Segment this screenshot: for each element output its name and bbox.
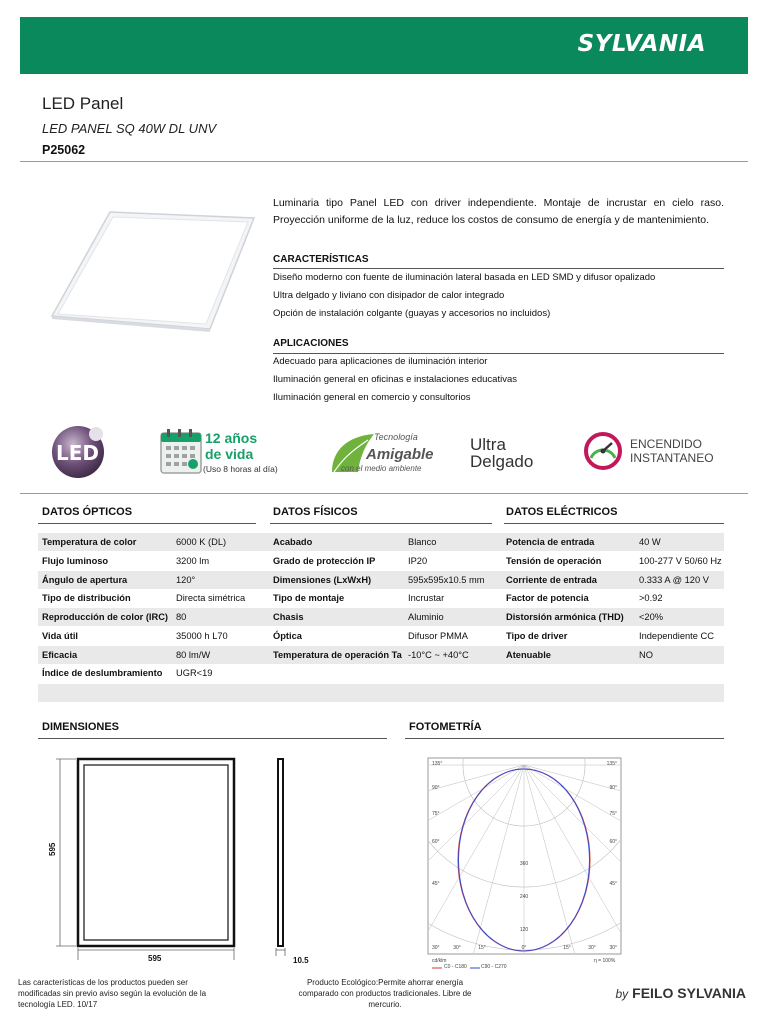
caracteristicas-divider xyxy=(273,268,724,269)
spec-label: Eficacia xyxy=(42,650,78,660)
list-item: Opción de instalación colgante (guayas y accesorios no incluidos) xyxy=(273,308,551,319)
amigable-line1: Tecnología xyxy=(374,432,418,442)
spec-value: 595x595x10.5 mm xyxy=(408,575,485,585)
spec-value: Blanco xyxy=(408,537,437,547)
angle-label-left: 30° xyxy=(432,945,440,951)
spec-label: Vida útil xyxy=(42,631,78,641)
list-item: Iluminación general en comercio y consultorios xyxy=(273,392,471,403)
opticos-divider xyxy=(38,523,256,524)
amigable-line3: con el medio ambiente xyxy=(341,464,422,473)
spec-label: Temperatura de color xyxy=(42,537,137,547)
spec-value: 6000 K (DL) xyxy=(176,537,227,547)
list-item: Iluminación general en oficinas e instalaciones educativas xyxy=(273,374,517,385)
years-line2: de vida xyxy=(205,446,254,462)
spec-value: 100-277 V 50/60 Hz xyxy=(639,556,722,566)
photometry-legend-lines xyxy=(432,965,512,971)
spec-value: Independiente CC xyxy=(639,631,714,641)
fisicos-divider xyxy=(270,523,492,524)
spec-label: Ángulo de apertura xyxy=(42,575,128,585)
spec-value: <20% xyxy=(639,612,664,622)
fotometria-divider xyxy=(405,738,724,739)
angle-label-right: 90° xyxy=(609,785,617,791)
power-gauge-icon xyxy=(583,430,623,472)
spec-label: Óptica xyxy=(273,631,302,641)
svg-text:LED: LED xyxy=(56,441,100,465)
list-item: Diseño moderno con fuente de iluminación lateral basada en LED SMD y difusor opalizado xyxy=(273,272,656,283)
spec-label: Grado de protección IP xyxy=(273,556,376,566)
legend-c90: C90 - C270 xyxy=(481,964,507,970)
dimension-drawing xyxy=(40,750,310,968)
years-note: (Uso 8 horas al día) xyxy=(203,464,278,474)
legend-c0: C0 - C180 xyxy=(444,964,467,970)
angle-label-right: 75° xyxy=(609,811,617,817)
spec-label: Dimensiones (LxWxH) xyxy=(273,575,372,585)
spec-value: 0.333 A @ 120 V xyxy=(639,575,709,585)
product-code: P25062 xyxy=(42,143,86,157)
footer-disclaimer: Las características de los productos pueden ser modificadas sin previo aviso según la evolución de la tecnología LED. 10/17 xyxy=(18,978,207,1009)
spec-label: Chasis xyxy=(273,612,304,622)
product-title: LED Panel xyxy=(42,94,124,113)
spec-value: 80 xyxy=(176,612,187,622)
spec-value: 35000 h L70 xyxy=(176,631,228,641)
list-item: Ultra delgado y liviano con disipador de calor integrado xyxy=(273,290,505,301)
angle-label-left: 135° xyxy=(432,761,443,767)
spec-label: Tipo de montaje xyxy=(273,593,345,603)
product-description: Luminaria tipo Panel LED con driver independiente. Montaje de incrustar en cielo raso. Proyección uniforme de la luz, reduce los costos de consumo de energía y de mantenimiento. xyxy=(273,197,724,226)
bottom-angle-label: 30° xyxy=(588,945,596,951)
spec-value: UGR<19 xyxy=(176,668,213,678)
fisicos-title: DATOS FÍSICOS xyxy=(273,506,358,518)
opticos-title: DATOS ÓPTICOS xyxy=(42,506,133,518)
spec-value: 80 lm/W xyxy=(176,650,211,660)
company-by: by xyxy=(615,987,629,1001)
photometry-eta: η = 100% xyxy=(594,958,616,964)
company-name: FEILO SYLVANIA xyxy=(632,985,746,1001)
ultra-line2: Delgado xyxy=(470,452,534,471)
spec-label: Factor de potencia xyxy=(506,593,589,603)
encendido-line1: ENCENDIDO xyxy=(630,437,703,451)
years-line1: 12 años xyxy=(205,430,258,446)
spec-value: Incrustar xyxy=(408,593,445,603)
spec-value: 40 W xyxy=(639,537,661,547)
spec-label: Atenuable xyxy=(506,650,551,660)
angle-label-right: 60° xyxy=(609,839,617,845)
spec-value: NO xyxy=(639,650,653,660)
dimensiones-divider xyxy=(38,738,387,739)
angle-label-right: 30° xyxy=(609,945,617,951)
bottom-angle-label: 15° xyxy=(478,945,486,951)
spec-label: Tensión de operación xyxy=(506,556,602,566)
led-badge-icon xyxy=(50,420,114,482)
spec-label: Tipo de driver xyxy=(506,631,568,641)
product-subtitle: LED PANEL SQ 40W DL UNV xyxy=(42,121,217,136)
fotometria-title: FOTOMETRÍA xyxy=(409,721,482,733)
spec-label: Distorsión armónica (THD) xyxy=(506,612,624,622)
list-item: Adecuado para aplicaciones de iluminación interior xyxy=(273,356,488,367)
width-dimension-label: 595 xyxy=(148,954,162,963)
angle-label-right: 135° xyxy=(606,761,617,767)
footer-eco-note: Producto Ecológico:Permite ahorrar energía comparado con productos tradicionales. Libre de mercurio. xyxy=(298,978,472,1009)
bottom-angle-label: 15° xyxy=(563,945,571,951)
angle-label-right: 45° xyxy=(609,881,617,887)
caracteristicas-title: CARACTERÍSTICAS xyxy=(273,254,369,265)
radial-value-label: 240 xyxy=(519,894,529,900)
spec-label: Temperatura de operación Ta xyxy=(273,650,402,660)
angle-label-left: 45° xyxy=(432,881,440,887)
dimensiones-title: DIMENSIONES xyxy=(42,721,120,733)
thickness-dimension-label: 10.5 xyxy=(293,956,309,965)
spec-label: Potencia de entrada xyxy=(506,537,595,547)
radial-value-label: 120 xyxy=(519,927,529,933)
spec-label: Corriente de entrada xyxy=(506,575,597,585)
spec-value: Difusor PMMA xyxy=(408,631,468,641)
spec-label: Acabado xyxy=(273,537,313,547)
spec-label: Reproducción de color (IRC) xyxy=(42,612,169,622)
spec-value: Aluminio xyxy=(408,612,444,622)
ultra-line1: Ultra xyxy=(470,435,506,454)
spec-label: Tipo de distribución xyxy=(42,593,131,603)
amigable-line2: Amigable xyxy=(366,446,434,463)
spec-value: Directa simétrica xyxy=(176,593,246,603)
angle-label-left: 60° xyxy=(432,839,440,845)
angle-label-left: 90° xyxy=(432,785,440,791)
height-dimension-label: 595 xyxy=(48,842,57,856)
table-row-band xyxy=(38,533,724,551)
spec-value: 3200 lm xyxy=(176,556,210,566)
spec-label: Índice de deslumbramiento xyxy=(42,668,163,678)
spec-value: IP20 xyxy=(408,556,428,566)
brand-logo: SYLVANIA xyxy=(577,31,706,57)
company-logo xyxy=(615,985,746,1001)
product-image xyxy=(48,208,258,333)
spec-label: Flujo luminoso xyxy=(42,556,109,566)
encendido-line2: INSTANTANEO xyxy=(630,451,714,465)
spec-value: 120° xyxy=(176,575,196,585)
table-row-band xyxy=(38,684,724,702)
spec-value: >0.92 xyxy=(639,593,663,603)
calendar-icon xyxy=(160,428,202,474)
electricos-divider xyxy=(504,523,724,524)
radial-value-label: 360 xyxy=(519,861,529,867)
aplicaciones-title: APLICACIONES xyxy=(273,338,349,349)
spec-value: -10°C ~ +40°C xyxy=(408,650,469,660)
bottom-angle-label: 30° xyxy=(453,945,461,951)
table-row-band xyxy=(38,571,724,589)
electricos-title: DATOS ELÉCTRICOS xyxy=(506,506,618,518)
brand-header xyxy=(20,17,748,74)
angle-label-left: 75° xyxy=(432,811,440,817)
bottom-angle-label: 0° xyxy=(521,945,527,951)
aplicaciones-divider xyxy=(273,353,724,354)
photometry-unit: cd/klm xyxy=(432,958,447,964)
header-divider xyxy=(20,161,748,162)
photometry-polar-chart xyxy=(427,757,622,957)
specs-divider xyxy=(20,493,748,494)
